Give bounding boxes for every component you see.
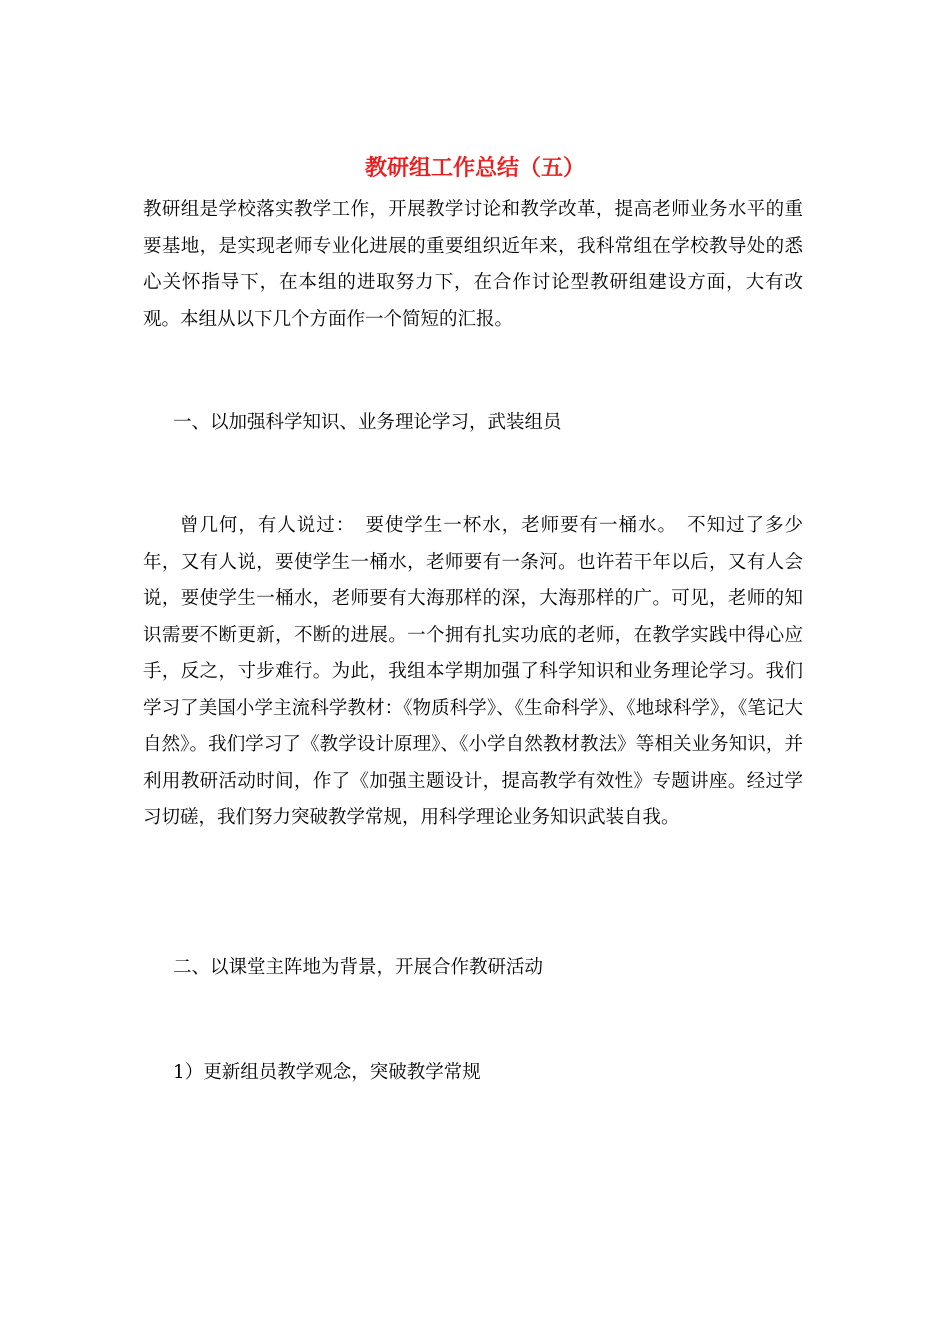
document-title: 教研组工作总结（五）: [364, 155, 585, 181]
section-2-heading: 二、以课堂主阵地为背景，开展合作教研活动: [173, 957, 544, 978]
section-1-heading: 一、以加强科学知识、业务理论学习，武装组员: [173, 412, 562, 433]
subsection-1-heading: 1）更新组员教学观念，突破教学常规: [173, 1062, 481, 1083]
section-1-paragraph: 曾几何，有人说过： 要使学生一杯水，老师要有一桶水。 不知过了多少年，又有人说，要使学生一桶水，老师要有一条河。也许若干年以后，又有人会说，要使学生一桶水，老师要有大海那样的深，大海那样的广。可见，老师的知识需要不断更新，不断的进展。一个拥有扎实功底的老师，在教学实践中得心应手，反之，寸步难行。为此，我组本学期加强了科学知识和业务理论学习。我们学习了美国小学主流科学教材：《物质科学》、《生命科学》、《地球科学》，《笔记大自然》。我们学习了《教学设计原理》、《小学自然教材教法》等相关业务知识，并利用教研活动时间，作了《加强主题设计，提高教学有效性》专题讲座。经过学习切磋，我们努力突破教学常规，用科学理论业务知识武装自我。: [143, 515, 803, 828]
intro-paragraph: 教研组是学校落实教学工作，开展教学讨论和教学改革，提高老师业务水平的重要基地，是实现老师专业化进展的重要组织近年来，我科常组在学校教导处的悉心关怀指导下，在本组的进取努力下，在合作讨论型教研组建设方面，大有改观。本组从以下几个方面作一个简短的汇报。: [143, 199, 803, 330]
